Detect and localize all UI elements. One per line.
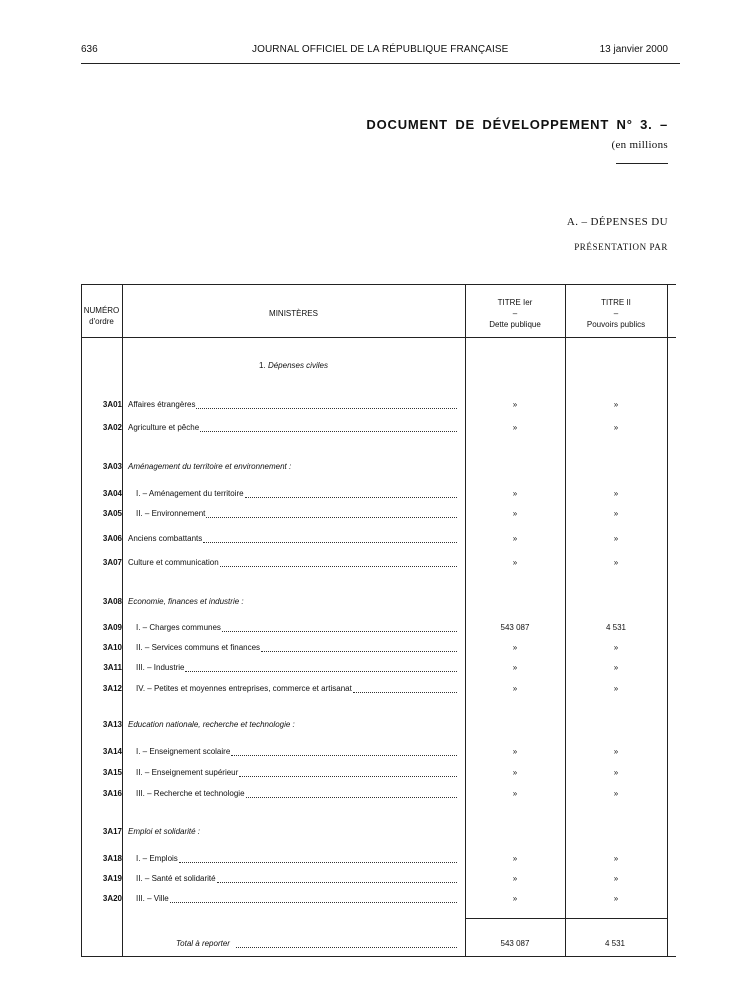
row-number: 3A04 [102, 489, 122, 498]
dot-leader [222, 631, 457, 632]
journal-title: JOURNAL OFFICIEL DE LA RÉPUBLIQUE FRANÇAISE [252, 44, 509, 55]
value-titre1: » [512, 423, 518, 432]
document-title: DOCUMENT DE DÉVELOPPEMENT N° 3. – [366, 117, 668, 132]
column-divider [667, 284, 668, 956]
page-number: 636 [81, 44, 98, 55]
dot-leader [179, 862, 457, 863]
row-label: II. – Environnement [136, 509, 206, 518]
presentation-heading: PRÉSENTATION PAR [574, 242, 668, 252]
value-titre1: » [512, 400, 518, 409]
value-titre2: » [613, 509, 619, 518]
value-titre1: » [512, 509, 518, 518]
col-header-titre2: TITRE II – Pouvoirs publics [586, 298, 646, 329]
section-heading: A. – DÉPENSES DU [566, 216, 668, 228]
total-label: Total à reporter [176, 939, 230, 948]
col-header-number: NUMÉRO d'ordre [83, 306, 120, 326]
value-titre2: » [613, 534, 619, 543]
row-number: 3A01 [102, 400, 122, 409]
value-titre1: » [512, 854, 518, 863]
header-row-rule [81, 337, 676, 338]
row-number: 3A17 [102, 827, 122, 836]
value-titre1: » [512, 768, 518, 777]
row-label: Affaires étrangères [128, 400, 196, 409]
col-header-ministry: MINISTÈRES [269, 309, 318, 318]
value-titre1: » [512, 747, 518, 756]
row-label: I. – Emplois [136, 854, 178, 863]
total-titre2: 4 531 [604, 939, 626, 948]
value-titre2: » [613, 854, 619, 863]
value-titre2: » [613, 643, 619, 652]
value-titre2: » [613, 768, 619, 777]
row-number: 3A05 [102, 509, 122, 518]
row-label: I. – Enseignement scolaire [136, 747, 231, 756]
value-titre2: » [613, 894, 619, 903]
value-titre2: » [613, 684, 619, 693]
row-label: II. – Santé et solidarité [136, 874, 216, 883]
dot-leader [206, 517, 457, 518]
row-label: Agriculture et pêche [128, 423, 200, 432]
value-titre1: » [512, 558, 518, 567]
row-label: Emploi et solidarité : [128, 827, 201, 836]
row-label: Aménagement du territoire et environnement : [128, 462, 292, 471]
value-titre1: » [512, 489, 518, 498]
dot-leader [170, 902, 457, 903]
row-number: 3A15 [102, 768, 122, 777]
row-label: I. – Aménagement du territoire [136, 489, 244, 498]
dot-leader [245, 497, 457, 498]
row-label: III. – Industrie [136, 663, 185, 672]
dot-leader [261, 651, 457, 652]
value-titre2: » [613, 558, 619, 567]
row-number: 3A06 [102, 534, 122, 543]
value-titre1: » [512, 789, 518, 798]
value-titre1: » [512, 874, 518, 883]
section-subtitle: 1. Dépenses civiles [259, 361, 328, 370]
value-titre2: » [613, 489, 619, 498]
value-titre2: » [613, 663, 619, 672]
value-titre1: » [512, 534, 518, 543]
dot-leader [203, 542, 457, 543]
row-label: Culture et communication [128, 558, 219, 567]
value-titre1: » [512, 663, 518, 672]
row-label: Anciens combattants [128, 534, 203, 543]
value-titre2: » [613, 874, 619, 883]
column-divider [122, 284, 123, 956]
row-number: 3A08 [102, 597, 122, 606]
row-label: III. – Ville [136, 894, 169, 903]
value-titre2: 4 531 [605, 623, 627, 632]
total-titre1: 543 087 [500, 939, 530, 948]
row-number: 3A07 [102, 558, 122, 567]
dot-leader [239, 776, 457, 777]
value-titre2: » [613, 747, 619, 756]
row-number: 3A02 [102, 423, 122, 432]
dot-leader [217, 882, 457, 883]
value-titre1: » [512, 643, 518, 652]
row-number: 3A11 [103, 663, 122, 672]
dot-leader [246, 797, 457, 798]
row-label: IV. – Petites et moyennes entreprises, commerce et artisanat [136, 684, 352, 693]
row-label: Education nationale, recherche et technologie : [128, 720, 295, 729]
row-label: II. – Services communs et finances [136, 643, 261, 652]
dot-leader [236, 947, 457, 948]
col-header-titre1: TITRE Ier – Dette publique [489, 298, 541, 329]
row-number: 3A09 [102, 623, 122, 632]
dot-leader [196, 408, 457, 409]
dot-leader [231, 755, 457, 756]
row-label: III. – Recherche et technologie [136, 789, 245, 798]
value-titre1: » [512, 684, 518, 693]
document-unit: (en millions [611, 139, 668, 151]
dot-leader [185, 671, 457, 672]
value-titre2: » [613, 423, 619, 432]
row-number: 3A12 [102, 684, 122, 693]
row-number: 3A20 [102, 894, 122, 903]
row-number: 3A18 [102, 854, 122, 863]
row-number: 3A10 [102, 643, 122, 652]
issue-date: 13 janvier 2000 [599, 44, 668, 55]
value-titre1: » [512, 894, 518, 903]
dot-leader [353, 692, 457, 693]
value-titre1: 543 087 [500, 623, 530, 632]
row-number: 3A03 [102, 462, 122, 471]
value-titre2: » [613, 400, 619, 409]
total-rule [465, 918, 667, 919]
value-titre2: » [613, 789, 619, 798]
dot-leader [200, 431, 457, 432]
row-label: Economie, finances et industrie : [128, 597, 244, 606]
dot-leader [220, 566, 457, 567]
row-number: 3A14 [102, 747, 122, 756]
row-label: I. – Charges communes [136, 623, 221, 632]
unit-rule [616, 163, 668, 164]
row-number: 3A13 [102, 720, 122, 729]
header-rule [81, 63, 680, 64]
row-number: 3A19 [102, 874, 122, 883]
row-number: 3A16 [102, 789, 122, 798]
row-label: II. – Enseignement supérieur [136, 768, 239, 777]
